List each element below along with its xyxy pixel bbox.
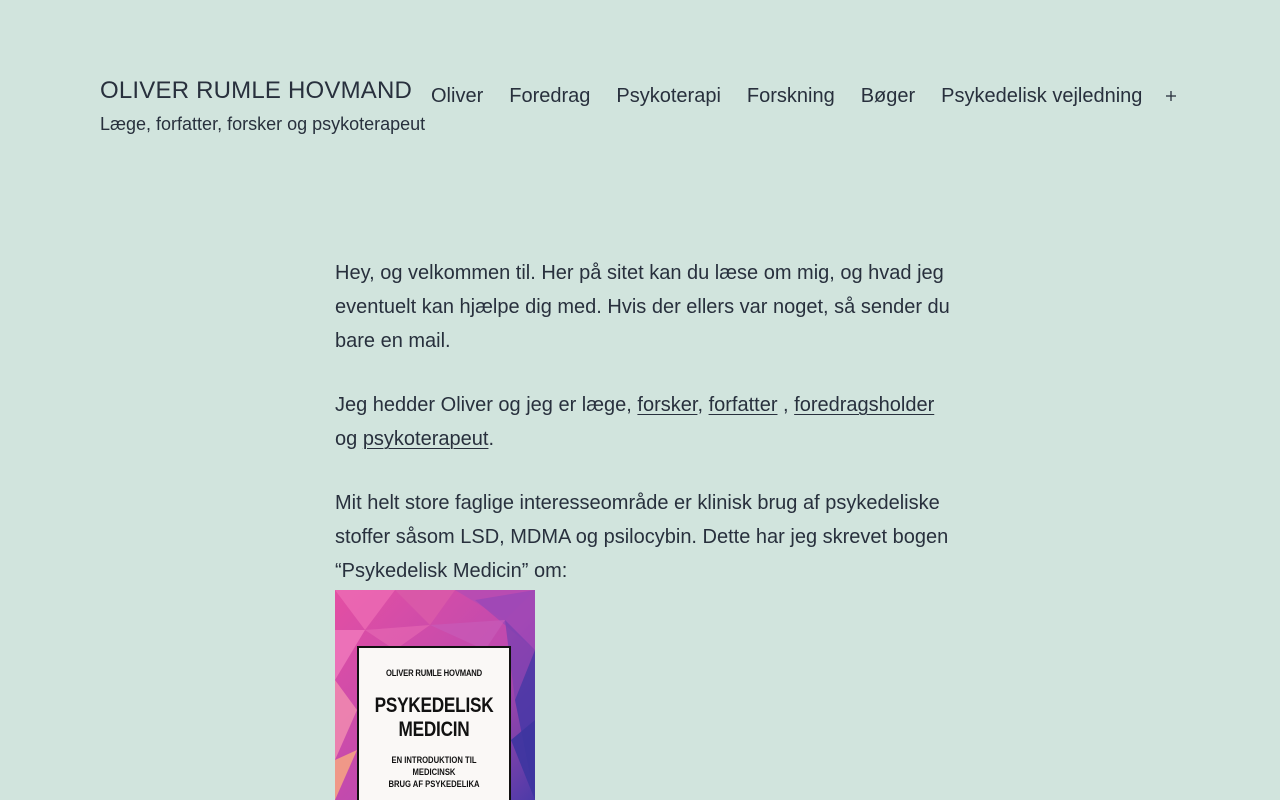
- primary-navigation: [418, 80, 1155, 112]
- nav-item-foredrag[interactable]: Foredrag: [509, 85, 591, 107]
- book-cover-title: [373, 694, 496, 742]
- interest-paragraph: Mit helt store faglige interesseområde er klinisk brug af psykedeliske stoffer såsom LSD, MDMA og psilocybin. Dette har jeg skrevet bogen “Psykedelisk Medicin” om:: [335, 492, 949, 582]
- link-foredragsholder[interactable]: foredragsholder: [794, 394, 935, 416]
- about-sep-3: og: [335, 428, 363, 450]
- book-cover-author: OLIVER RUMLE HOVMAND: [385, 668, 483, 678]
- link-forsker[interactable]: forsker: [637, 394, 698, 416]
- book-cover-subtitle: [370, 754, 498, 790]
- site-title-link[interactable]: OLIVER RUMLE HOVMAND: [100, 77, 413, 104]
- nav-item-forskning[interactable]: Forskning: [746, 85, 835, 107]
- about-prefix: Jeg hedder Oliver og jeg er læge,: [335, 394, 638, 416]
- nav-item-psykoterapi[interactable]: Psykoterapi: [616, 85, 721, 107]
- book-cover-title-line-1: PSYKEDELISK: [374, 694, 494, 717]
- book-cover-subtitle-line-1: EN INTRODUKTION TIL MEDICINSK: [391, 755, 477, 777]
- about-sep-1: ,: [697, 394, 709, 416]
- nav-item-boger[interactable]: Bøger: [860, 85, 916, 107]
- book-cover-card: [357, 646, 511, 800]
- plus-icon: [1165, 90, 1177, 102]
- book-cover-image[interactable]: [335, 590, 535, 800]
- nav-item-oliver[interactable]: Oliver: [431, 85, 484, 107]
- main-content: [335, 256, 950, 588]
- nav-item-psykedelisk-vejledning[interactable]: Psykedelisk vejledning: [941, 85, 1143, 107]
- site-branding: [100, 74, 425, 136]
- about-paragraph: [335, 388, 950, 456]
- submenu-expand-button[interactable]: [1163, 87, 1179, 105]
- about-suffix: .: [488, 428, 495, 450]
- link-psykoterapeut[interactable]: psykoterapeut: [362, 428, 489, 450]
- site-description: Læge, forfatter, forsker og psykoterapeut: [100, 114, 426, 134]
- book-cover-title-line-2: MEDICIN: [398, 718, 470, 741]
- link-forfatter[interactable]: forfatter: [708, 394, 778, 416]
- book-cover-subtitle-line-2: BRUG AF PSYKEDELIKA: [388, 779, 480, 789]
- about-sep-2: ,: [777, 394, 795, 416]
- intro-paragraph: Hey, og velkommen til. Her på sitet kan du læse om mig, og hvad jeg eventuelt kan hjælpe dig med. Hvis der ellers var noget, så sender du bare en mail.: [335, 262, 950, 352]
